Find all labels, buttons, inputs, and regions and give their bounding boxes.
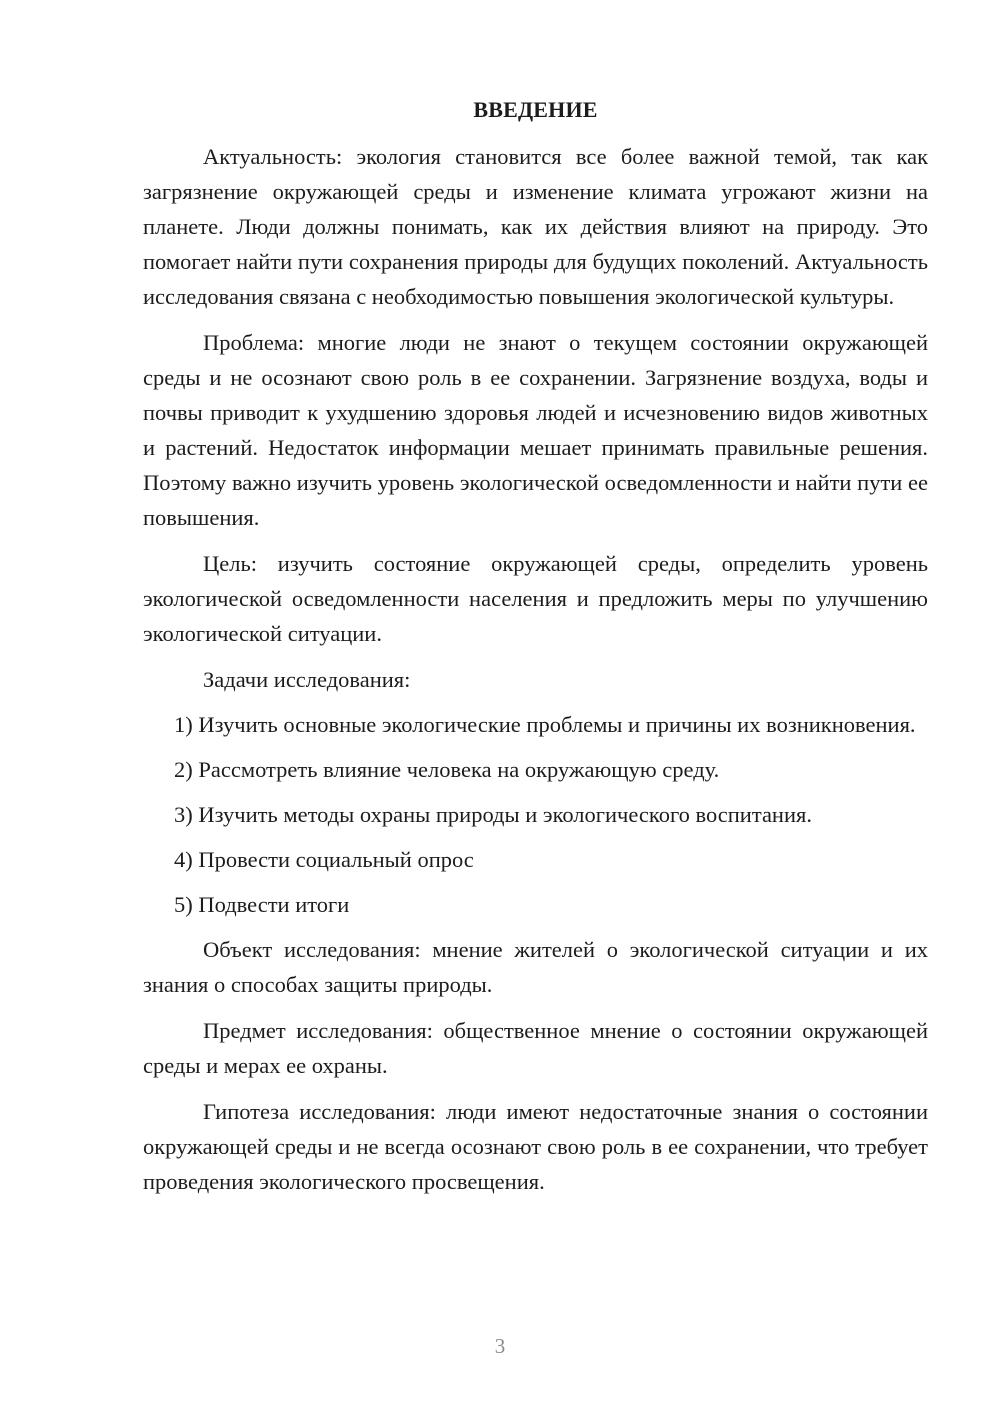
object-paragraph: Объект исследования: мнение жителей о экологической ситуации и их знания о способах защиты природы. [143, 937, 928, 997]
problem-paragraph: Проблема: многие люди не знают о текущем состоянии окружающей среды и не осознают свою роль в ее сохранении. Загрязнение воздуха, воды и почвы приводит к ухудшению здоровья людей и исчезновению видов животных и растений. Недостаток информации мешает принимать правильные решения. Поэтому важно изучить уровень экологической осведомленности и найти пути ее повышения. [143, 330, 928, 530]
subject-paragraph: Предмет исследования: общественное мнение о состоянии окружающей среды и мерах ее охраны. [143, 1018, 928, 1078]
relevance-paragraph: Актуальность: экология становится все более важной темой, так как загрязнение окружающей среды и изменение климата угрожают жизни на планете. Люди должны понимать, как их действия влияют на природу. Это помогает найти пути сохранения природы для будущих поколений. Актуальность исследования связана с необходимостью повышения экологической культуры. [143, 144, 928, 309]
task-item: 2) Рассмотреть влияние человека на окружающую среду. [174, 757, 720, 782]
task-item: 4) Провести социальный опрос [174, 847, 474, 872]
tasks-heading: Задачи исследования: [203, 667, 411, 692]
document-body [143, 96, 928, 1210]
page-number: 3 [494, 1334, 506, 1358]
task-item: 5) Подвести итоги [174, 892, 350, 917]
task-list [143, 707, 928, 922]
task-item: 1) Изучить основные экологические проблемы и причины их возникновения. [174, 712, 916, 737]
page-title: ВВЕДЕНИЕ [473, 97, 598, 122]
hypothesis-paragraph: Гипотеза исследования: люди имеют недостаточные знания о состоянии окружающей среды и не всегда осознают свою роль в ее сохранении, что требует проведения экологического просвещения. [143, 1099, 928, 1194]
task-item: 3) Изучить методы охраны природы и экологического воспитания. [174, 802, 812, 827]
goal-paragraph: Цель: изучить состояние окружающей среды, определить уровень экологической осведомленности населения и предложить меры по улучшению экологической ситуации. [143, 551, 928, 646]
